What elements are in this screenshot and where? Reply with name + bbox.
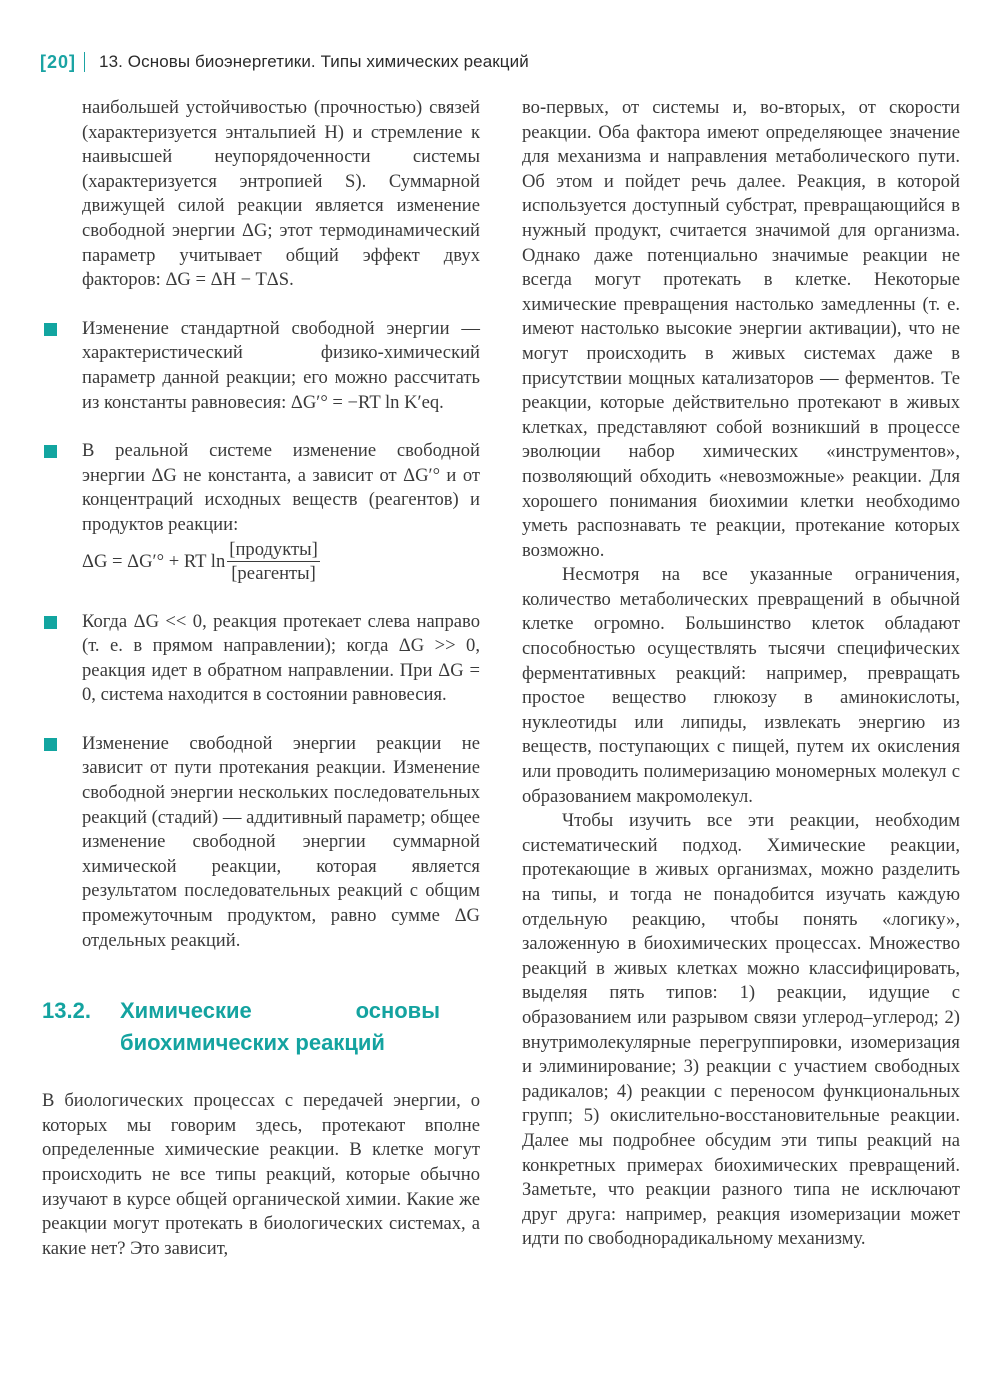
page-header (40, 50, 529, 74)
section-paragraph: В биологических процессах с передачей энергии, о которых мы говорим здесь, протекают вполне определенные химические реакции. В клетке могут происходить не все типы реакций, которые обычно изучают в курсе общей органической химии. Какие же реакции могут протекать в биологических системах, а какие нет? Это зависит, (42, 1090, 480, 1259)
section-title: Химические основы биохимических реакций (120, 998, 440, 1056)
bullet-text: В реальной системе изменение свободной энергии ΔG не константа, а зависит от ΔG′° и от концентраций исходных веществ (реагентов) и продуктов реакции: (82, 440, 480, 535)
formula-lhs: ΔG = ΔG′° + RT ln (82, 551, 226, 573)
bullet-item (42, 732, 480, 953)
bullet-item (42, 610, 480, 708)
formula-fraction (227, 539, 320, 586)
body-paragraph: Чтобы изучить все эти реакции, необходим систематический подход. Химические реакции, протекающие в живых организмах, можно разделить на типы, и тогда не понадобится изучать каждую отдельную реакцию, чтобы понять «логику», заложенную в биохимических процессах. Множество реакций в живых клетках можно классифицировать, выделяя пять типов: 1) реакции, идущие с образованием или разрывом связи углерод–углерод; 2) внутримолекулярные перегруппировки, изомеризация и элиминирование; 3) реакции с участием свободных радикалов; 4) реакции с переносом функциональных групп; 5) окислительно-восстановительные реакции. Далее мы подробнее обсудим эти типы реакций на конкретных примерах биохимических превращений. Заметьте, что реакции разного типа не исключают друг друга: например, реакция изомеризации может идти по свободнорадикальному механизму. (522, 810, 960, 1250)
intro-paragraph: наибольшей устойчивостью (прочностью) связей (характеризуется энтальпией H) и стремление к наивысшей неупорядоченности системы (характеризуется энтропией S). Суммарной движущей силой реакции является изменение свободной энергии ΔG; этот термодинамический параметр учитывает общий эффект двух факторов: ΔG = ΔH − TΔS. (82, 97, 480, 291)
header-divider (84, 52, 85, 72)
bullet-text: Изменение свободной энергии реакции не зависит от пути протекания реакции. Изменение свободной энергии нескольких последовательных реакций (стадий) — аддитивный параметр; общее изменение свободной энергии суммарной химической реакции, которая является результатом последовательных реакций с общим промежуточным продуктом, равно сумме ΔG отдельных реакций. (82, 732, 480, 951)
section-heading (42, 995, 480, 1059)
page-number-value: 20 (47, 51, 70, 72)
bullet-item (42, 317, 480, 415)
bullet-item (42, 439, 480, 585)
bullet-text: Изменение стандартной свободной энергии — характеристический физико-химический параметр данной реакции; его можно рассчитать из константы равновесия: ΔG′° = −RT ln K′eq. (82, 317, 480, 413)
bullet-square-icon (44, 445, 57, 458)
page-number-open-bracket: [ (40, 51, 47, 72)
body-paragraph: Несмотря на все указанные ограничения, количество метаболических превращений в обычной клетке огромно. Большинство клеток обладают способностью осуществлять тысячи специфических ферментативных реакций: например, превращать простое вещество глюкозу в аминокислоты, нуклеотиды или липиды, извлекать энергию из веществ, поступающих с пищей, путем их окисления или проводить полимеризацию мономерных молекул с образованием макромолекул. (522, 564, 960, 807)
bullet-square-icon (44, 323, 57, 336)
free-energy-formula (82, 540, 480, 586)
right-column (522, 96, 960, 1252)
bullet-text: Когда ΔG << 0, реакция протекает слева направо (т. е. в прямом направлении); когда ΔG >> 0, реакция идет в обратном направлении. При ΔG = 0, система находится в состоянии равновесия. (82, 610, 480, 706)
bullet-square-icon (44, 616, 57, 629)
bullet-square-icon (44, 738, 57, 751)
page-number (40, 52, 76, 73)
body-paragraph: во-первых, от системы и, во-вторых, от скорости реакции. Оба фактора имеют определяющее значение для механизма и направления метаболического пути. Об этом и пойдет речь далее. Реакция, в которой используется доступный субстрат, превращающийся в нужный продукт, считается значимой для организма. Однако даже потенциально значимые реакции не всегда могут протекать в клетке. Некоторые химические превращения настолько замедленны (т. е. имеют настолько высокие энергии активации), что не могут происходить в живых системах даже в присутствии мощных катализаторов — ферментов. Те реакции, которые действительно протекают в живых клетках, представляют собой возникший в процессе эволюции набор химических «инструментов», позволяющий обходить «невозможные» реакции. Для хорошего понимания биохимии клетки необходимо уметь распознавать те реакции, протекание которых возможно. (522, 97, 960, 561)
section-number: 13.2. (42, 998, 91, 1024)
left-column (42, 96, 480, 1261)
formula-numerator: [продукты] (229, 539, 318, 560)
formula-denominator: [реагенты] (231, 563, 316, 584)
page-number-close-bracket: ] (69, 51, 77, 72)
chapter-title: 13. Основы биоэнергетики. Типы химических реакций (99, 52, 529, 71)
